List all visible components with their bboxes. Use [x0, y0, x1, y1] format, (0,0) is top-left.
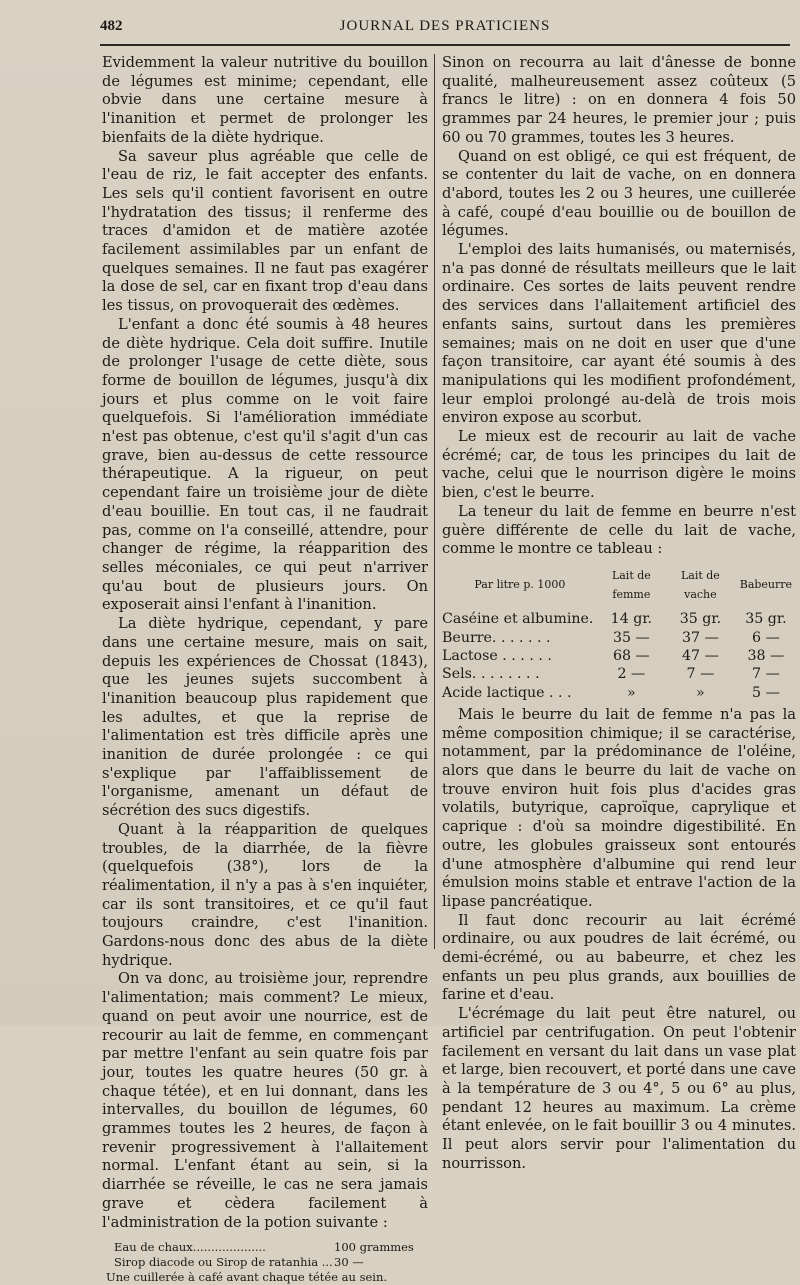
- column-header: Lait de vache: [680, 568, 720, 601]
- paragraph: L'enfant a donc été soumis à 48 heures de diète hydrique. Cela doit suffire. Inutile de prolonger l'usage de cette diète, sous forme de bouillon de légumes, jusqu'à dix jours et plus comme on le voit faire quelquefois. Si l'amélioration immédiate n'est pas obtenue, c'est qu'il s'agit d'un cas grave, bien au-dessus de cette ressource thérapeutique. A la rigueur, on peut cependant faire un troisième jour de diète d'eau bouillie. En tout cas, il ne faudrait pas, comme on l'a conseillé, attendre, pour changer de régime, la réapparition des selles méconiales, ce qui peut n'arriver qu'au bout de plusieurs jours. On exposerait ainsi l'enfant à l'inanition.: [102, 315, 428, 614]
- column-header: Par litre p. 1000: [474, 578, 566, 592]
- paragraph: La diète hydrique, cependant, y pare dans une certaine mesure, mais on sait, depuis les expériences de Chossat (1843), que les jeunes sujets succombent à l'inanition beaucoup plus rapidement que les adultes, et que la reprise de l'alimentation est très difficile après une inanition de durée prolongée : ce qui s'explique par l'affaiblissement de l'organisme, amenant un défaut de sécrétion des sucs digestifs.: [102, 615, 428, 820]
- left-column: [102, 54, 428, 1285]
- table-cell: 2 —: [617, 666, 646, 683]
- table-cell: »: [696, 684, 705, 701]
- milk-composition-table: [442, 565, 796, 702]
- paragraph: Mais le beurre du lait de femme n'a pas la même composition chimique; il se caractérise, notamment, par la prédominance de l'oléine, alors que dans le beurre du lait de vache on trouve environ huit fois plus d'acides gras volatils, butyrique, caproïque, caprylique et caprique : d'où sa moindre digestibilité. En outre, les globules graisseux sont entourés d'une atmosphère d'albumine qui rend leur émulsion moins stable et entrave l'action de la lipase pancréatique.: [442, 705, 796, 910]
- prescription-note: Une cuillerée à café avant chaque tétée au sein.: [106, 1270, 388, 1285]
- prescription-row: [102, 1240, 428, 1255]
- paragraph: La teneur du lait de femme en beurre n'est guère différente de celle du lait de vache, comme le montre ce tableau :: [442, 502, 796, 558]
- table-row: [442, 684, 796, 702]
- table-cell: 7 —: [752, 666, 780, 683]
- right-column: [442, 54, 796, 1173]
- column-header: Lait de femme: [611, 568, 651, 601]
- table-row: [442, 665, 796, 683]
- table-cell: 38 —: [747, 647, 785, 664]
- paragraph: Evidemment la valeur nutritive du bouillon de légumes est minime; cependant, elle obvie dans une certaine mesure à l'inanition et permet de prolonger les bienfaits de la diète hydrique.: [102, 54, 428, 146]
- page-number: 482: [100, 18, 123, 34]
- paragraph: L'écrémage du lait peut être naturel, ou artificiel par centrifugation. On peut l'obtenir facilement en versant du lait dans un vase plat et large, bien recouvert, et porté dans une cave à la température de 3 ou 4°, 5 ou 6° au plus, pendant 12 heures au maximum. La crème étant enlevée, on le fait bouillir 3 ou 4 minutes. Il peut alors servir pour l'alimentation du nourrisson.: [442, 1005, 796, 1172]
- paragraph: Sinon on recourra au lait d'ânesse de bonne qualité, malheureusement assez coûteux (5 francs le litre) : on en donnera 4 fois 50 grammes par 24 heures, le premier jour ; puis 60 ou 70 grammes, toutes les 3 heures.: [442, 54, 796, 146]
- table-header-row: [442, 565, 796, 610]
- paragraph: Quand on est obligé, ce qui est fréquent, de se contenter du lait de vache, on en donnera d'abord, toutes les 2 ou 3 heures, une cuillerée à café, coupé d'eau bouillie ou de bouillon de légumes.: [442, 147, 796, 240]
- journal-title: JOURNAL DES PRATICIENS: [339, 18, 551, 34]
- prescription: [102, 1240, 428, 1285]
- paragraph: Sa saveur plus agréable que celle de l'eau de riz, le fait accepter des enfants. Les sels qu'il contient favorisent en outre l'hydratation des tissus; il renferme des traces d'amidon et de matière azotée facilement assimilables par un enfant de quelques semaines. Il ne faut pas exagérer la dose de sel, car en fixant trop d'eau dans les tissus, on provoquerait des œdèmes.: [102, 147, 428, 315]
- column-divider: [434, 54, 435, 949]
- table-row: [442, 629, 796, 647]
- table-cell: »: [627, 684, 636, 701]
- column-header: Babeurre: [739, 578, 793, 592]
- paragraph: L'emploi des laits humanisés, ou maternisés, n'a pas donné de résultats meilleurs que le lait ordinaire. Ces sortes de laits peuvent rendre des services dans l'allaitement artificiel des enfants sains, surtout dans les premières semaines; mais on ne doit en user que d'une façon transitoire, car ayant été soumis à des manipulations qui les modifient profondément, leur emploi prolongé au-delà de trois mois environ expose au scorbut.: [442, 241, 796, 427]
- table-cell: Caséine et albumine.: [442, 611, 594, 628]
- table-cell: Acide lactique . . .: [442, 684, 572, 701]
- table-cell: 35 gr.: [679, 611, 722, 628]
- table-cell: 37 —: [682, 629, 719, 646]
- ingredient-name: Sirop diacode ou Sirop de ratanhia ...: [114, 1255, 333, 1270]
- ingredient-quantity: 100 grammes: [334, 1240, 414, 1255]
- paragraph: On va donc, au troisième jour, reprendre l'alimentation; mais comment? Le mieux, quand on peut avoir une nourrice, est de recourir au lait de femme, en commençant par mettre l'enfant au sein quatre fois par jour, toutes les quatre heures (50 gr. à chaque tétée), et en lui donnant, dans les intervalles, du bouillon de légumes, 60 grammes toutes les 2 heures, de façon à revenir progressivement à l'allaitement normal. L'enfant étant au sein, si la diarrhée se réveille, le cas ne sera jamais grave et cèdera facilement à l'administration de la potion suivante :: [102, 970, 428, 1231]
- ingredient-quantity: 30 —: [334, 1255, 364, 1270]
- table-cell: 35 —: [612, 629, 650, 646]
- table-cell: Lactose . . . . . .: [442, 647, 552, 664]
- page-header: [100, 18, 790, 42]
- table-cell: 35 gr.: [745, 611, 787, 628]
- table-row: [442, 610, 796, 628]
- table-cell: 6 —: [752, 629, 780, 646]
- table-cell: Beurre. . . . . . .: [442, 629, 551, 646]
- table-cell: 7 —: [686, 666, 715, 683]
- paragraph: Quant à la réapparition de quelques troubles, de la diarrhée, de la fièvre (quelquefois (38°), lors de la réalimentation, il n'y a pas à s'en inquiéter, car ils sont transitoires, et ce qu'il faut toujours craindre, c'est l'inanition. Gardons-nous donc des abus de la diète hydrique.: [102, 820, 428, 969]
- paragraph: Il faut donc recourir au lait écrémé ordinaire, ou aux poudres de lait écrémé, ou demi-écrémé, ou au babeurre, et chez les enfants un peu plus grands, aux bouillies de farine et d'eau.: [442, 911, 796, 1004]
- table-cell: 68 —: [612, 647, 650, 664]
- ingredient-name: Eau de chaux....................: [114, 1240, 266, 1255]
- prescription-row: [102, 1255, 428, 1270]
- table-row: [442, 647, 796, 665]
- paragraph: Le mieux est de recourir au lait de vache écrémé; car, de tous les principes du lait de vache, celui que le nourrison digère le moins bien, c'est le beurre.: [442, 428, 796, 502]
- table-cell: 14 gr.: [610, 611, 653, 628]
- table-cell: 47 —: [682, 647, 719, 664]
- table-cell: 5 —: [752, 684, 780, 701]
- header-rule: [100, 44, 790, 46]
- table-cell: Sels. . . . . . . .: [442, 666, 540, 683]
